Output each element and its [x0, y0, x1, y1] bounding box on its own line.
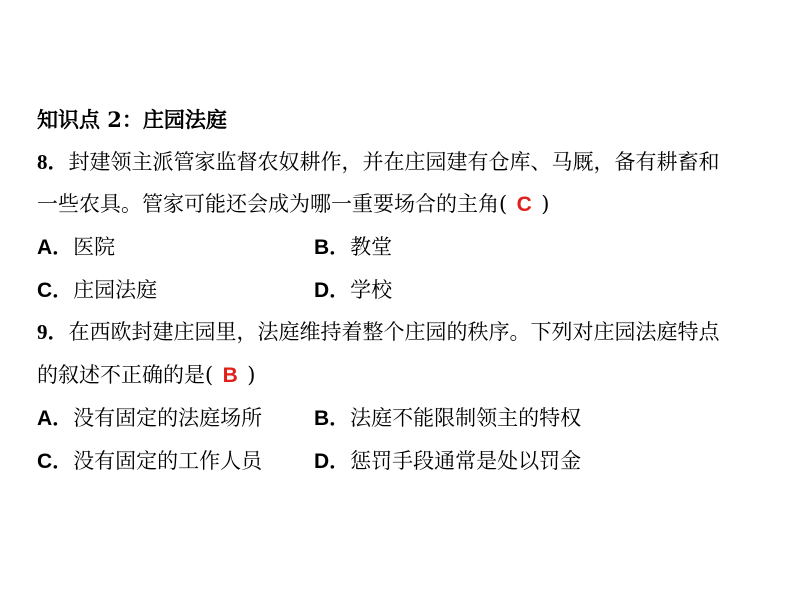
question-8-option-a	[37, 233, 115, 262]
question-9-answer: B	[222, 364, 238, 387]
option-letter: B．	[314, 236, 351, 259]
option-letter: C．	[37, 450, 74, 473]
question-8-line1	[37, 148, 720, 176]
question-9-option-a	[37, 404, 262, 433]
option-letter: D．	[314, 279, 351, 302]
option-text: 法庭不能限制领主的特权	[350, 406, 582, 430]
question-9-number: 9．	[37, 320, 69, 344]
option-letter: B．	[314, 407, 351, 430]
option-letter: C．	[37, 279, 74, 302]
option-text: 惩罚手段通常是处以罚金	[350, 449, 582, 473]
question-8-line2	[37, 190, 549, 219]
option-text: 没有固定的法庭场所	[73, 406, 263, 430]
question-9-line2	[37, 361, 255, 390]
question-9-line1	[37, 318, 720, 346]
option-text: 学校	[350, 278, 393, 302]
question-8-answer: C	[516, 193, 532, 216]
question-8-stem-line1: 封建领主派管家监督农奴耕作，并在庄园建有仓库、马厩，备有耕畜和	[68, 150, 720, 174]
question-8-option-b	[314, 233, 392, 262]
question-8-option-d	[314, 276, 392, 305]
question-9-option-c	[37, 447, 262, 476]
question-9-stem-line2: 的叙述不正确的是(	[37, 363, 214, 387]
question-8-number: 8．	[37, 150, 69, 174]
question-8-option-c	[37, 276, 157, 305]
option-letter: A．	[37, 407, 74, 430]
question-9-stem-line1: 在西欧封建庄园里，法庭维持着整个庄园的秩序。下列对庄园法庭特点	[68, 320, 720, 344]
section-title: 知识点 2：庄园法庭	[37, 107, 227, 132]
option-text: 教堂	[350, 235, 393, 259]
question-9-close-paren: )	[247, 363, 256, 387]
option-text: 庄园法庭	[73, 278, 158, 302]
option-text: 医院	[73, 235, 116, 259]
question-9-option-b	[314, 404, 581, 433]
question-9-option-d	[314, 447, 581, 476]
option-letter: A．	[37, 236, 74, 259]
option-letter: D．	[314, 450, 351, 473]
question-8-close-paren: )	[541, 192, 550, 216]
question-8-stem-line2: 一些农具。管家可能还会成为哪一重要场合的主角(	[37, 192, 508, 216]
option-text: 没有固定的工作人员	[73, 449, 263, 473]
